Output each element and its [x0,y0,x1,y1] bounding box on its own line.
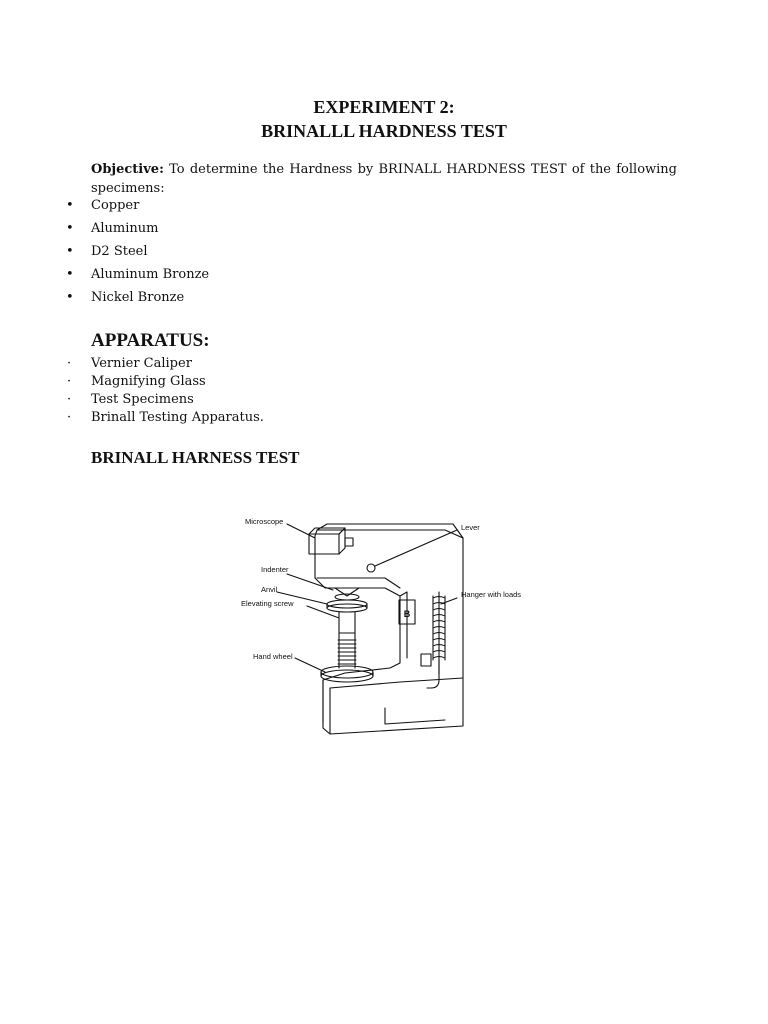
label-lever: Lever [461,523,480,532]
list-item: • Nickel Bronze [0,288,500,308]
bullet-icon: · [67,356,72,371]
brinell-tester-figure [235,508,535,748]
bullet-icon: • [66,267,74,282]
list-item: · Brinall Testing Apparatus. [67,410,264,425]
bullet-icon: · [67,410,72,425]
list-item: · Magnifying Glass [67,374,206,389]
bullet-icon: · [67,392,72,407]
label-hanger: Hanger with loads [461,590,522,599]
list-item: • Copper [0,196,500,216]
experiment-title: EXPERIMENT 2: [313,97,455,117]
bullet-icon: • [66,244,74,259]
bullet-icon: • [66,290,74,305]
label-hand-wheel: Hand wheel [253,652,293,661]
bullet-icon: · [67,374,72,389]
bullet-icon: • [66,198,74,213]
list-item: • Aluminum [0,219,500,239]
bullet-icon: • [66,221,74,236]
section-heading: BRINALL HARNESS TEST [91,448,300,467]
label-indenter: Indenter [261,565,289,574]
list-item: • Aluminum Bronze [0,265,500,285]
objective-paragraph [91,160,677,198]
experiment-subtitle: BRINALLL HARDNESS TEST [261,121,507,141]
list-item: • D2 Steel [0,242,500,262]
label-elevating-screw: Elevating screw [241,599,294,608]
apparatus-heading: APPARATUS: [91,330,210,351]
objective-text: To determine the Hardness by BRINALL HARDNESS TEST of the following specimens: [91,162,678,196]
list-item: · Test Specimens [67,392,194,407]
objective-label: Objective: [91,162,164,177]
brinell-tester-diagram [235,508,535,748]
label-anvil: Anvil [261,585,278,594]
panel-letter: B [403,609,411,619]
list-item: · Vernier Caliper [67,356,192,371]
label-microscope: Microscope [245,517,284,526]
